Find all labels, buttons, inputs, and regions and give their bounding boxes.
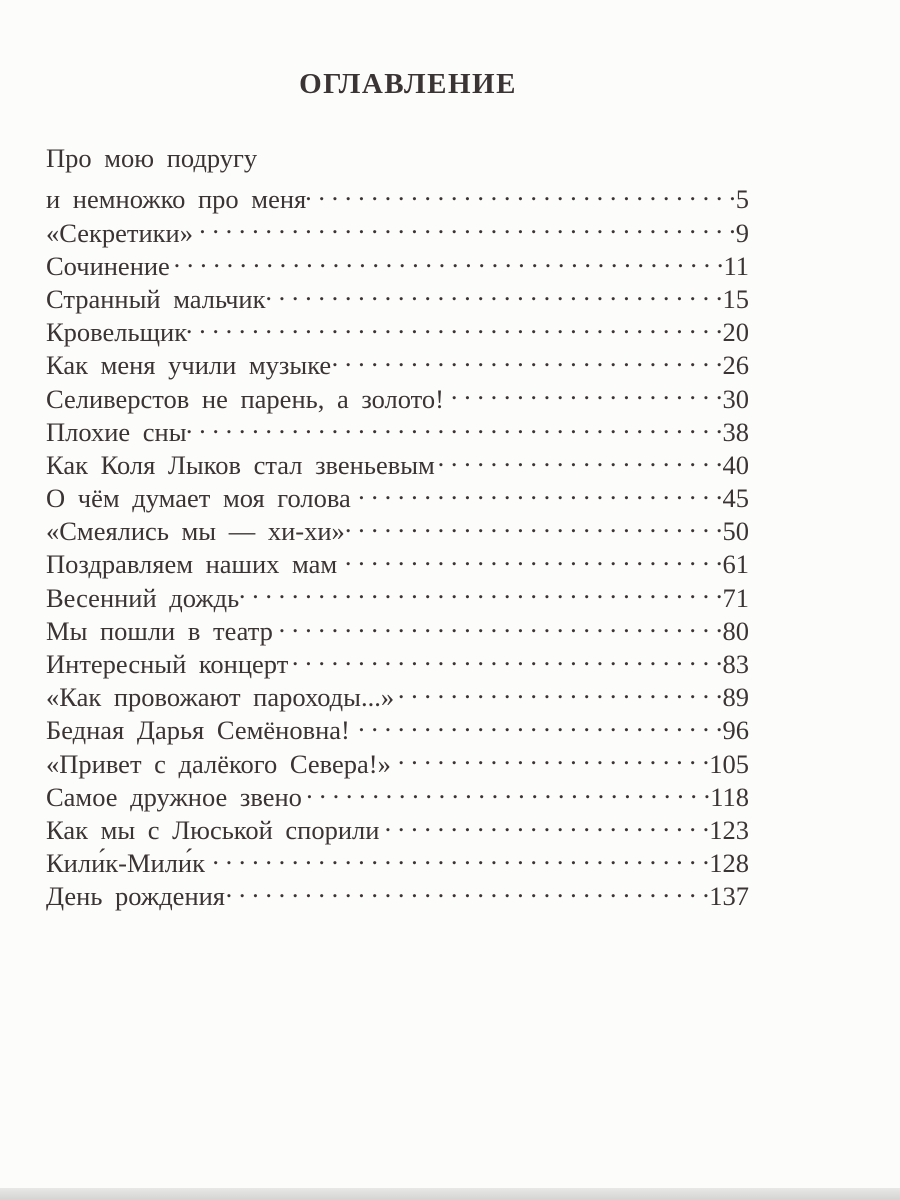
toc-entry-title: Сочинение: [46, 250, 170, 281]
toc-entry-title: Про мою подругу: [46, 143, 258, 173]
toc-entry-title: Как меня учили музыке: [46, 350, 332, 381]
toc-entry-page-number: 105: [709, 748, 749, 779]
toc-entry-title: Бедная Дарья Семёновна!: [46, 715, 350, 746]
dot-leader: [391, 739, 709, 772]
dot-leader: [331, 341, 722, 374]
toc-entry-page-number: 61: [722, 549, 749, 580]
table-of-contents: [46, 142, 749, 912]
dot-leader: [351, 474, 723, 507]
toc-entry-page-number: 80: [722, 615, 749, 646]
page-edge: [0, 1188, 900, 1200]
toc-entry-title: Кили́к-Мили́к: [46, 848, 205, 879]
toc-entry-title: Самое дружное звено: [46, 781, 302, 812]
toc-entry-page-number: 5: [735, 184, 749, 215]
dot-leader: [187, 308, 722, 341]
dot-leader: [205, 839, 709, 872]
toc-entry-title: Кровельщик: [46, 317, 188, 348]
dot-leader: [239, 573, 722, 606]
dot-leader: [302, 773, 710, 806]
toc-entry-title: «Привет с далёкого Севера!»: [46, 748, 391, 779]
toc-entry-page-number: 89: [722, 682, 749, 713]
dot-leader: [345, 507, 723, 540]
toc-entry-page-number: 15: [722, 283, 749, 314]
toc-entry-page-number: 20: [722, 317, 749, 348]
toc-entry-title: День рождения: [46, 881, 226, 912]
toc-entry-page-number: 50: [722, 516, 749, 547]
dot-leader: [193, 208, 736, 241]
toc-entry-title: Плохие сны: [46, 416, 187, 447]
toc-entry-page-number: 123: [709, 814, 749, 845]
toc-entry-title: Весенний дождь: [46, 582, 240, 613]
toc-entry-title: Поздравляем наших мам: [46, 549, 338, 580]
toc-entry: [46, 142, 749, 175]
toc-entry-title: «Смеялись мы — хи-хи»: [46, 516, 345, 547]
dot-leader: [265, 275, 722, 308]
toc-entry-title: «Секретики»: [46, 217, 193, 248]
dot-leader: [306, 175, 736, 208]
toc-entry-title: Как Коля Лыков стал звеньевым: [46, 449, 435, 480]
toc-entry-title: «Как провожают пароходы...»: [46, 682, 395, 713]
toc-entry-page-number: 38: [722, 416, 749, 447]
dot-leader: [187, 408, 723, 441]
toc-entry-page-number: 71: [722, 582, 749, 613]
toc-entry-title: О чём думает моя голова: [46, 483, 351, 514]
dot-leader: [435, 441, 723, 474]
dot-leader: [350, 706, 723, 739]
toc-entry-page-number: 9: [735, 217, 749, 248]
toc-entry-title: и немножко про меня: [46, 184, 307, 215]
toc-entry: [46, 175, 749, 215]
toc-entry-page-number: 40: [722, 449, 749, 480]
page-title: ОГЛАВЛЕНИЕ: [299, 68, 517, 100]
toc-entry-page-number: 30: [722, 383, 749, 414]
toc-entry-title: Как мы с Люськой спорили: [46, 814, 380, 845]
toc-entry-page-number: 128: [709, 848, 749, 879]
toc-entry-page-number: 45: [722, 483, 749, 514]
toc-entry-page-number: 26: [722, 350, 749, 381]
toc-entry-page-number: 137: [709, 881, 749, 912]
toc-entry-page-number: 96: [722, 715, 749, 746]
dot-leader: [394, 673, 722, 706]
toc-entry-page-number: 83: [722, 649, 749, 679]
dot-leader: [273, 607, 723, 640]
toc-entry-page-number: 11: [723, 250, 749, 281]
dot-leader: [379, 806, 709, 839]
toc-entry-title: Мы пошли в театр: [46, 615, 273, 646]
dot-leader: [444, 374, 723, 407]
dot-leader: [337, 540, 722, 573]
dot-leader: [170, 242, 724, 275]
dot-leader: [288, 640, 722, 673]
toc-entry-page-number: 118: [710, 781, 749, 812]
toc-entry-title: Селиверстов не парень, а золото!: [46, 383, 444, 414]
dot-leader: [225, 872, 709, 905]
toc-entry-title: Странный мальчик: [46, 283, 266, 314]
toc-entry-title: Интересный концерт: [46, 649, 289, 679]
